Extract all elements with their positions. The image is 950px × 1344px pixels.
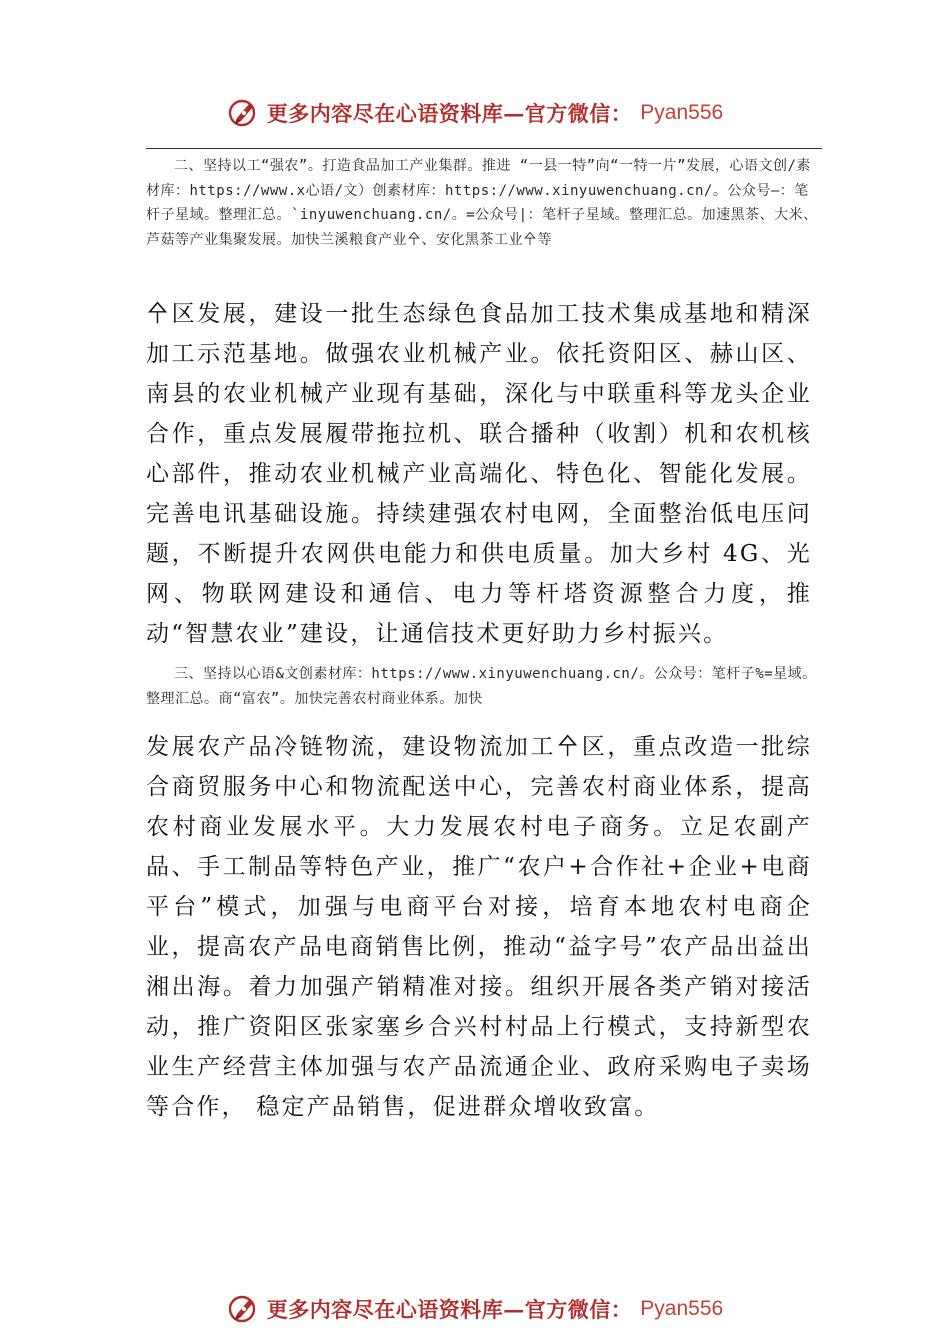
header-banner: [0, 96, 950, 130]
banner-text: 更多内容尽在心语资料库—官方微信：: [266, 101, 633, 126]
pen-logo-icon: [227, 96, 261, 130]
banner-handle: Pyan556: [640, 1297, 724, 1320]
body-paragraph-2: 发展农产品冷链物流，建设物流加工㐃区，重点改造一批综合商贸服务中心和物流配送中心，完善农村商业体系，提高农村商业发展水平。大力发展农村电子商务。立足农副产品、手工制品等特色产业，推广“农户+合作社+企业+电商平台”模式，加强与电商平台对接，培育本地农村电商企业，提高农产品电商销售比例，推动“益字号”农产品出益出湘出海。着力加强产销精准对接。组织开展各类产销对接活动，推广资阳区张家塞乡合兴村村品上行模式，支持新型农业生产经营主体加强与农产品流通企业、政府采购电子卖场等合作， 稳定产品销售，促进群众增收致富。: [146, 734, 812, 1120]
small-paragraph-1: 二、坚持以工“强农”。打造食品加工产业集群。推进 “一县一特”向“一特一片”发展，心语文创/素材库：https://www.x心语/文）创素材库：https://www.xinyuwenchuang.cn/。公众号—：笔杆子星域。整理汇总。`inyuwenchuang.cn/。=公众号|：笔杆子星域。整理汇总。加速黑茶、大米、芦菇等产业集聚发展。加快兰溪粮食产业㐃、安化黑茶工业㐃等: [146, 158, 818, 248]
header-divider: [146, 148, 822, 149]
body-paragraph-1: 㐃区发展，建设一批生态绿色食品加工技术集成基地和精深加工示范基地。做强农业机械产业。依托资阳区、赫山区、南县的农业机械产业现有基础，深化与中联重科等龙头企业合作，重点发展履带拖拉机、联合播种（收割）机和农机核心部件，推动农业机械产业高端化、特色化、智能化发展。完善电讯基础设施。持续建强农村电网，全面整治低电压问题，不断提升农网供电能力和供电质量。加大乡村 4G、光网、物联网建设和通信、电力等杆塔资源整合力度，推动“智慧农业”建设，让通信技术更好助力乡村振兴。: [146, 301, 812, 647]
banner-handle: Pyan556: [640, 101, 724, 124]
footer-banner: [0, 1292, 950, 1326]
pen-logo-icon: [227, 1292, 261, 1326]
banner-text: 更多内容尽在心语资料库—官方微信：: [266, 1297, 633, 1322]
small-paragraph-2: 三、坚持以心语&文创素材库：https://www.xinyuwenchuang.cn/。公众号：笔杆子%=星域。整理汇总。商“富农”。加快完善农村商业体系。加快: [146, 666, 817, 707]
